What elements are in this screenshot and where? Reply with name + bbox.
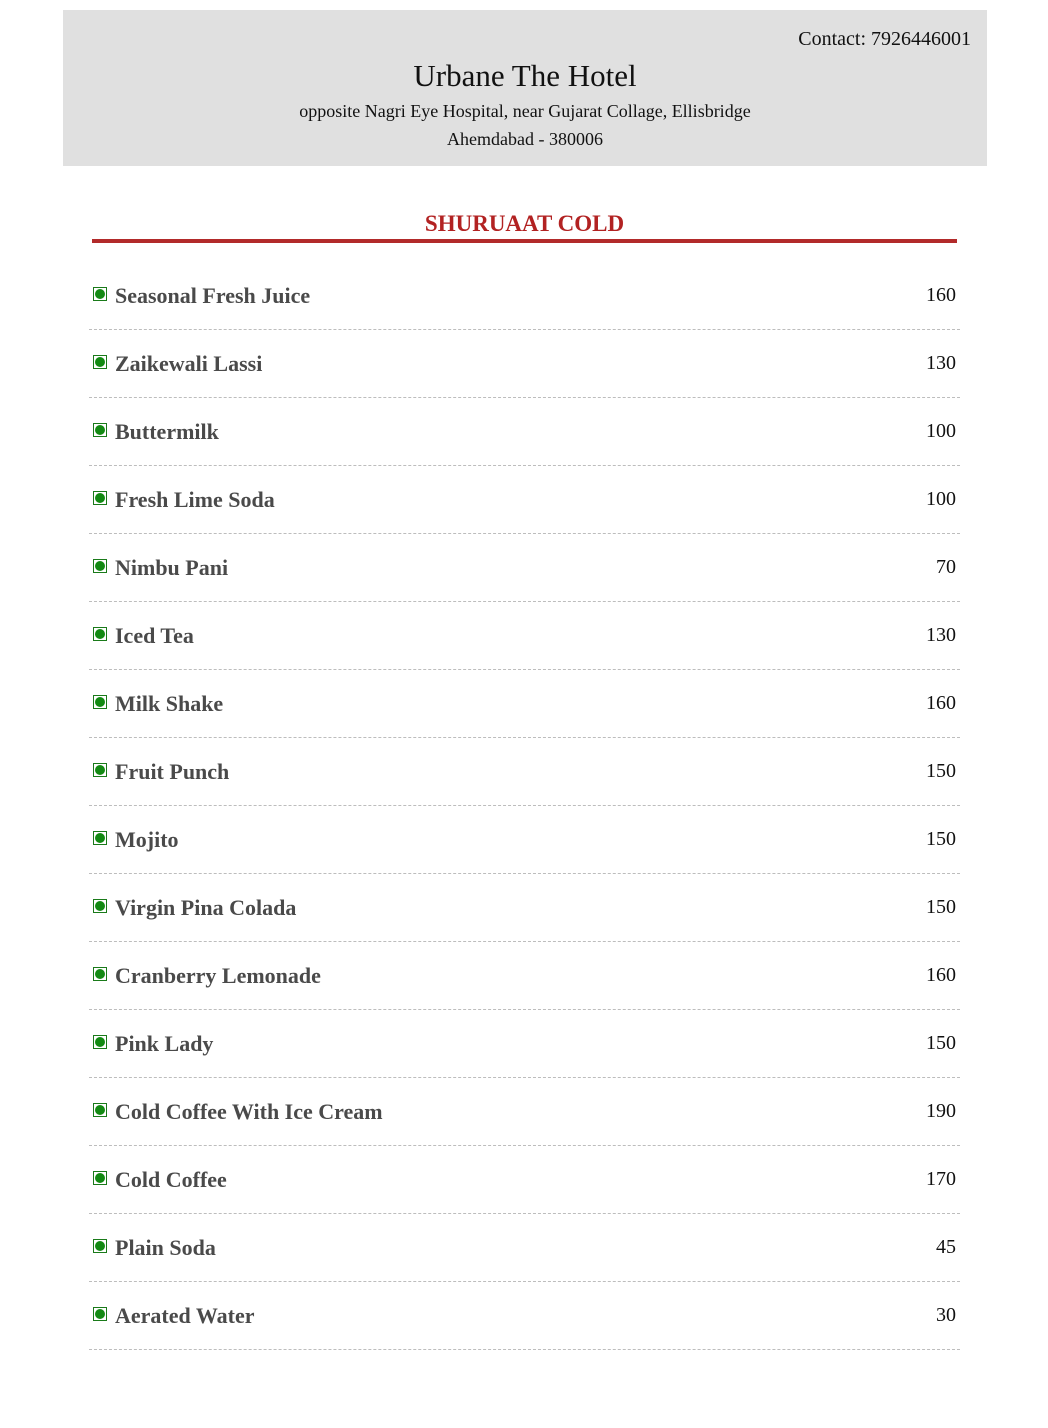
veg-indicator-icon — [93, 287, 107, 301]
veg-indicator-icon — [93, 763, 107, 777]
item-price: 150 — [926, 896, 956, 918]
item-price: 150 — [926, 1032, 956, 1054]
menu-item — [89, 874, 960, 942]
veg-indicator-icon — [93, 967, 107, 981]
menu-item — [89, 1282, 960, 1350]
item-price: 170 — [926, 1168, 956, 1190]
item-name: Nimbu Pani — [115, 555, 229, 580]
item-price: 150 — [926, 760, 956, 782]
item-name: Aerated Water — [115, 1303, 255, 1328]
item-name: Fresh Lime Soda — [115, 487, 275, 512]
item-price: 150 — [926, 828, 956, 850]
item-name: Fruit Punch — [115, 759, 230, 784]
menu-item — [89, 262, 960, 330]
section-divider — [92, 239, 957, 243]
menu-item — [89, 670, 960, 738]
item-price: 190 — [926, 1100, 956, 1122]
menu-item — [89, 534, 960, 602]
item-name: Iced Tea — [115, 623, 194, 648]
item-price: 100 — [926, 488, 956, 510]
item-price: 160 — [926, 964, 956, 986]
item-name: Virgin Pina Colada — [115, 895, 297, 920]
item-name: Milk Shake — [115, 691, 224, 716]
item-price: 130 — [926, 352, 956, 374]
item-price: 70 — [936, 556, 956, 578]
menu-item — [89, 1214, 960, 1282]
item-name: Pink Lady — [115, 1031, 214, 1056]
item-price: 45 — [936, 1236, 956, 1258]
menu-item — [89, 1146, 960, 1214]
item-name: Buttermilk — [115, 419, 219, 444]
hotel-name: Urbane The Hotel — [413, 58, 637, 93]
item-name: Cranberry Lemonade — [115, 963, 321, 988]
item-name: Seasonal Fresh Juice — [115, 283, 311, 308]
veg-indicator-icon — [93, 1171, 107, 1185]
address-line-2: Ahemdabad - 380006 — [447, 129, 603, 149]
menu-item — [89, 466, 960, 534]
item-price: 130 — [926, 624, 956, 646]
item-price: 160 — [926, 284, 956, 306]
section-title: SHURUAAT COLD — [424, 211, 625, 236]
contact-number: Contact: 7926446001 — [798, 28, 971, 50]
menu-item — [89, 738, 960, 806]
veg-indicator-icon — [93, 899, 107, 913]
item-price: 160 — [926, 692, 956, 714]
veg-indicator-icon — [93, 423, 107, 437]
veg-indicator-icon — [93, 1239, 107, 1253]
veg-indicator-icon — [93, 1035, 107, 1049]
menu-item — [89, 942, 960, 1010]
veg-indicator-icon — [93, 355, 107, 369]
menu-item — [89, 806, 960, 874]
restaurant-header — [63, 10, 987, 166]
item-name: Cold Coffee — [115, 1167, 227, 1192]
item-price: 30 — [936, 1304, 956, 1326]
address-line-1: opposite Nagri Eye Hospital, near Gujarat Collage, Ellisbridge — [299, 101, 751, 121]
item-name: Mojito — [115, 827, 179, 852]
menu-item — [89, 398, 960, 466]
menu-item — [89, 1078, 960, 1146]
veg-indicator-icon — [93, 559, 107, 573]
veg-indicator-icon — [93, 695, 107, 709]
menu-item-list — [89, 262, 960, 1350]
menu-item — [89, 602, 960, 670]
item-name: Plain Soda — [115, 1235, 216, 1260]
veg-indicator-icon — [93, 491, 107, 505]
item-price: 100 — [926, 420, 956, 442]
item-name: Cold Coffee With Ice Cream — [115, 1099, 383, 1124]
menu-item — [89, 330, 960, 398]
menu-item — [89, 1010, 960, 1078]
item-name: Zaikewali Lassi — [115, 351, 263, 376]
veg-indicator-icon — [93, 1103, 107, 1117]
veg-indicator-icon — [93, 831, 107, 845]
veg-indicator-icon — [93, 1307, 107, 1321]
veg-indicator-icon — [93, 627, 107, 641]
